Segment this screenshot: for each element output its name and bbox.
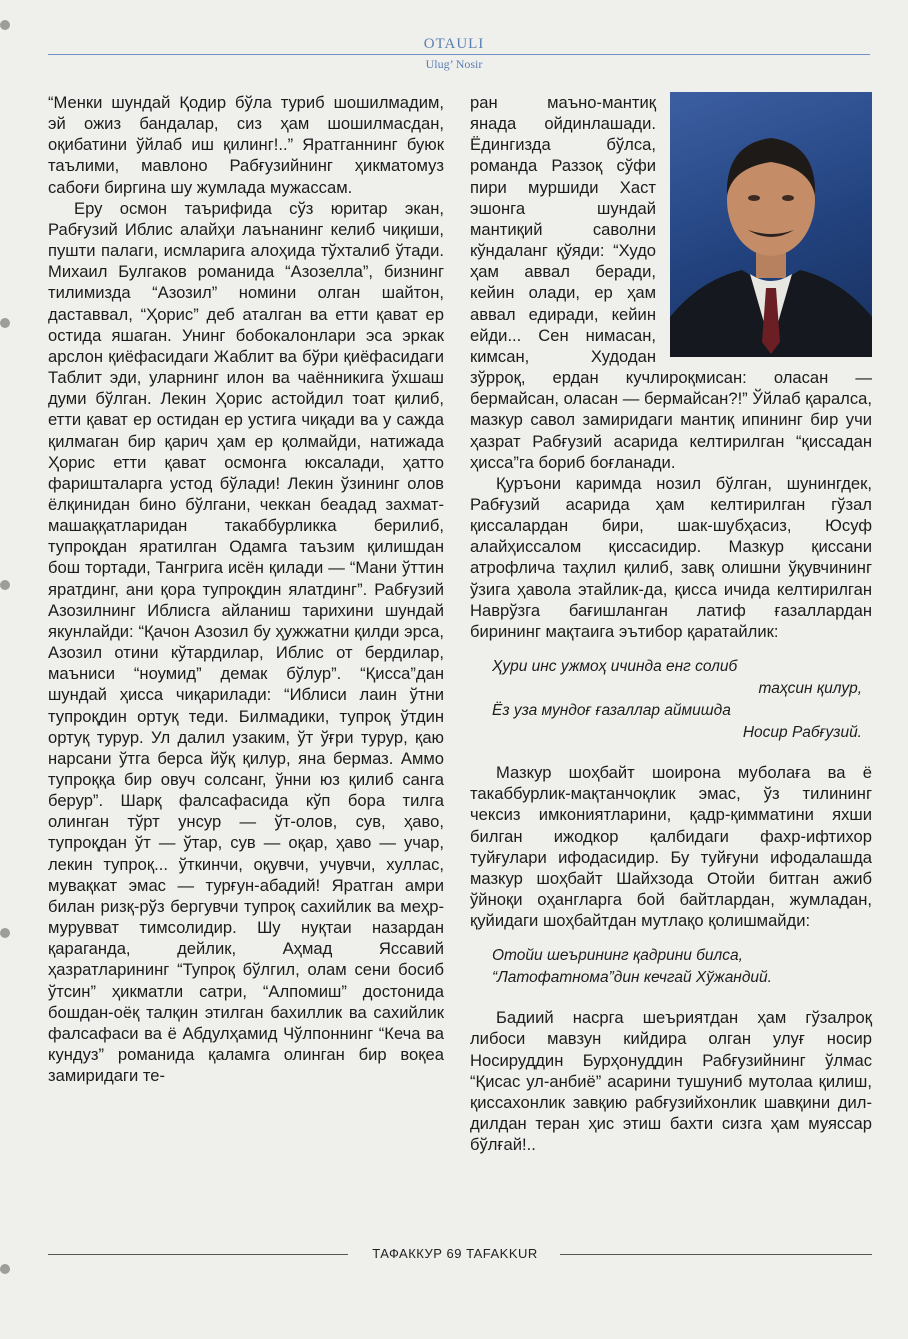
header-rule [48,54,870,55]
paragraph: Мазкур шоҳбайт шоирона муболаға ва ё такаббурлик-мақтанчоқлик эмас, ўз тилининг чексиз имкониятларини, қадр-қимматини яхши билган ижодкор қалбидаги фахр-ифтихор туйғулари ифодасидир. Бу туйғуни ифодалашда мазкур шоҳбайт Шайхзода Отойи битган ажиб ўйноқи оҳангларга бой байтлардан, жумладан, қуйидаги шоҳбайтдан мутлақо қолишмайди: [470,763,872,931]
poem-line: Ёз уза мундоғ ғазаллар аймишда [492,702,731,720]
binding-hole [0,20,10,30]
paragraph: Бадиий насрга шеъриятдан ҳам гўзалроқ либоси мавзун кийдира олган улуғ носир Носируддин Бурҳонуддин Рабғузийнинг ўлмас “Қисас ул-анбиё” асарини тушуниб мутолаа қилиш, қиссахонлик завқию рабғузийхонлик шавқини дил-дилдан теран ҳис этиш бахти сизга ҳам муяссар бўлғай!.. [470,1008,872,1155]
poem-line: Носир Рабғузий. [742,724,862,742]
author-portrait-photo [670,92,872,357]
poem-line: “Латофатнома”дин кечгай Хўжандий. [492,969,772,987]
footer-rule [560,1254,872,1255]
poem-quote [492,656,872,744]
portrait-illustration [670,92,872,357]
paragraph: ран маъно-мантиқ янада ойдинлашади. Ёдингизда бўлса, романда Раззоқ сўфи пири муршиди Хаст эшонга шундай мантиқий саволни кўндаланг қўяди: “Худо ҳам аввал беради, кейин олади, ер ҳам аввал едиради, кейин ейди... Сен нимасан, кимсан, Худодан зўрроқ, ердан кучлироқмисан: оласан — бермайсан, оласан — бермайсан?!” Ўйлаб қаралса, мазкур савол замиридаги мантиқ ипининг бир учи ҳазрат Рабғузий асарида келтирилган “қиссадан ҳисса”га бориб боғланади. [470,93,872,472]
binding-hole [0,928,10,938]
left-column [48,92,444,1086]
page-footer: ТАФАККУР 69 TAFAKKUR [372,1246,538,1261]
binding-hole [0,1264,10,1274]
paragraph: Еру осмон таърифида сўз юритар экан, Рабғузий Иблис алайҳи лаънанинг келиб чиқиши, пушти палаги, исмларига алоҳида тўхталиб ўтади. Михаил Булгаков романида “Азозелла”, бизнинг тилимизда “Азозил” номини олган шайтон, даставвал, “Ҳорис” деб аталган ва етти қават ер остида яшаган. Унинг бобокалонлари эса эркак арслон қиёфасидаги Жаблит ва бўри қиёфасидаги Таблит эди, уларнинг илон ва чаённикига ўхшаш думи бўлган. Лекин Ҳорис астойдил тоат қилиб, етти қават ер остидан ер устига чиқади ва у сажда қилмаган бир қарич ҳам ер қолмайди, натижада Ҳорис етти қават осмонга юксалади, ҳатто фаришталарга устод бўлади! Лекин ўзининг олов ёлқинидан бино бўлгани, чеккан беадад захмат-машаққатларидан такаббурликка берилиб, тупроқдан яратилган Одамга таъзим қилишдан бош тортади, Тангрига исён қилади — “Мани ўттин яратдинг, ани қора тупроқдин ялатдинг”. Рабғузий Азозилнинг Иблисга айланиш тарихини шундай якунлайди: “Қачон Азозил бу ҳужжатни қилди эрса, Азозил отини кўтардилар, Иблис от бердилар, маъниси “ноумид” демак бўлур”. “Қисса”дан шундай ҳисса чиқарилади: “Иблиси лаин ўтни тупроқдин ортуқ теди. Билмадики, тупроқ ўтдин ортуқ турур. Ул далил узаким, ўт ўғри турур, қаю нарсани ўтга берса йўқ қилур, яна бермаз. Аммо тупроққа бир овуч солсанг, ўнни юз қилиб санга берур”. Шарқ фалсафасида кўп бора тилга олинган тўрт унсур — ўт-олов, сув, ҳаво, тупроқдан ўт — ўтар, сув — оқар, ҳаво — учар, лекин тупроқ... ўткинчи, оқувчи, учувчи, хуллас, мувақкат эмас — турғун-абадий! Яратган амри билан ризқ-рўз бергувчи тупроқ сахийлик ва меҳр-мурувват тимсолидир. Шу нуқтаи назардан қараганда, дейлик, Аҳмад Яссавий ҳазратларининг “Тупроқ бўлгил, олам сени босиб ўтсин” ҳикматли сатри, “Алпомиш” достонида бошдан-оёқ талқин этилган бахиллик ва сахийлик фалсафаси ва ё Абдулҳамид Чўлпоннинг “Кеча ва кундуз” романида қаламга олинган бир воқеа замиридаги те- [48,198,444,1086]
footer-rule [48,1254,348,1255]
binding-hole [0,318,10,328]
poem-line: Ҳури инс ужмоҳ ичинда енг солиб [492,658,738,676]
paragraph: “Менки шундай Қодир бўла туриб шошилмадим, эй ожиз бандалар, сиз ҳам шошилмасдан, оқибатини ўйлаб иш қилинг!..” Яратганнинг буюк таълими, мавлоно Рабғузийнинг ҳикматомуз сабоғи биргина шу жумлада мужассам. [48,93,444,197]
paragraph: Қуръони каримда нозил бўлган, шунингдек, Рабғузий асарида ҳам келтирилган гўзал қиссалардан бири, шак-шубҳасиз, Юсуф алайҳиссалом қиссасидир. Мазкур қиссани атрофлича таҳлил қилиб, завқ олишни ўқувчининг ўзига ҳавола этайлик-да, қисса ичида келтирилган Наврўзга бағишланган латиф ғазаллардан бирининг мақтаига эътибор қаратайлик: [470,473,872,641]
poem-line: Отойи шеърининг қадрини билса, [492,947,743,965]
binding-hole [0,580,10,590]
running-header-subtitle: Ulug’ Nosir [425,57,483,71]
poem-quote [492,945,872,989]
running-header-title: OTAULI [423,36,485,52]
right-column [470,92,872,1155]
poem-line: таҳсин қилур, [758,680,862,698]
